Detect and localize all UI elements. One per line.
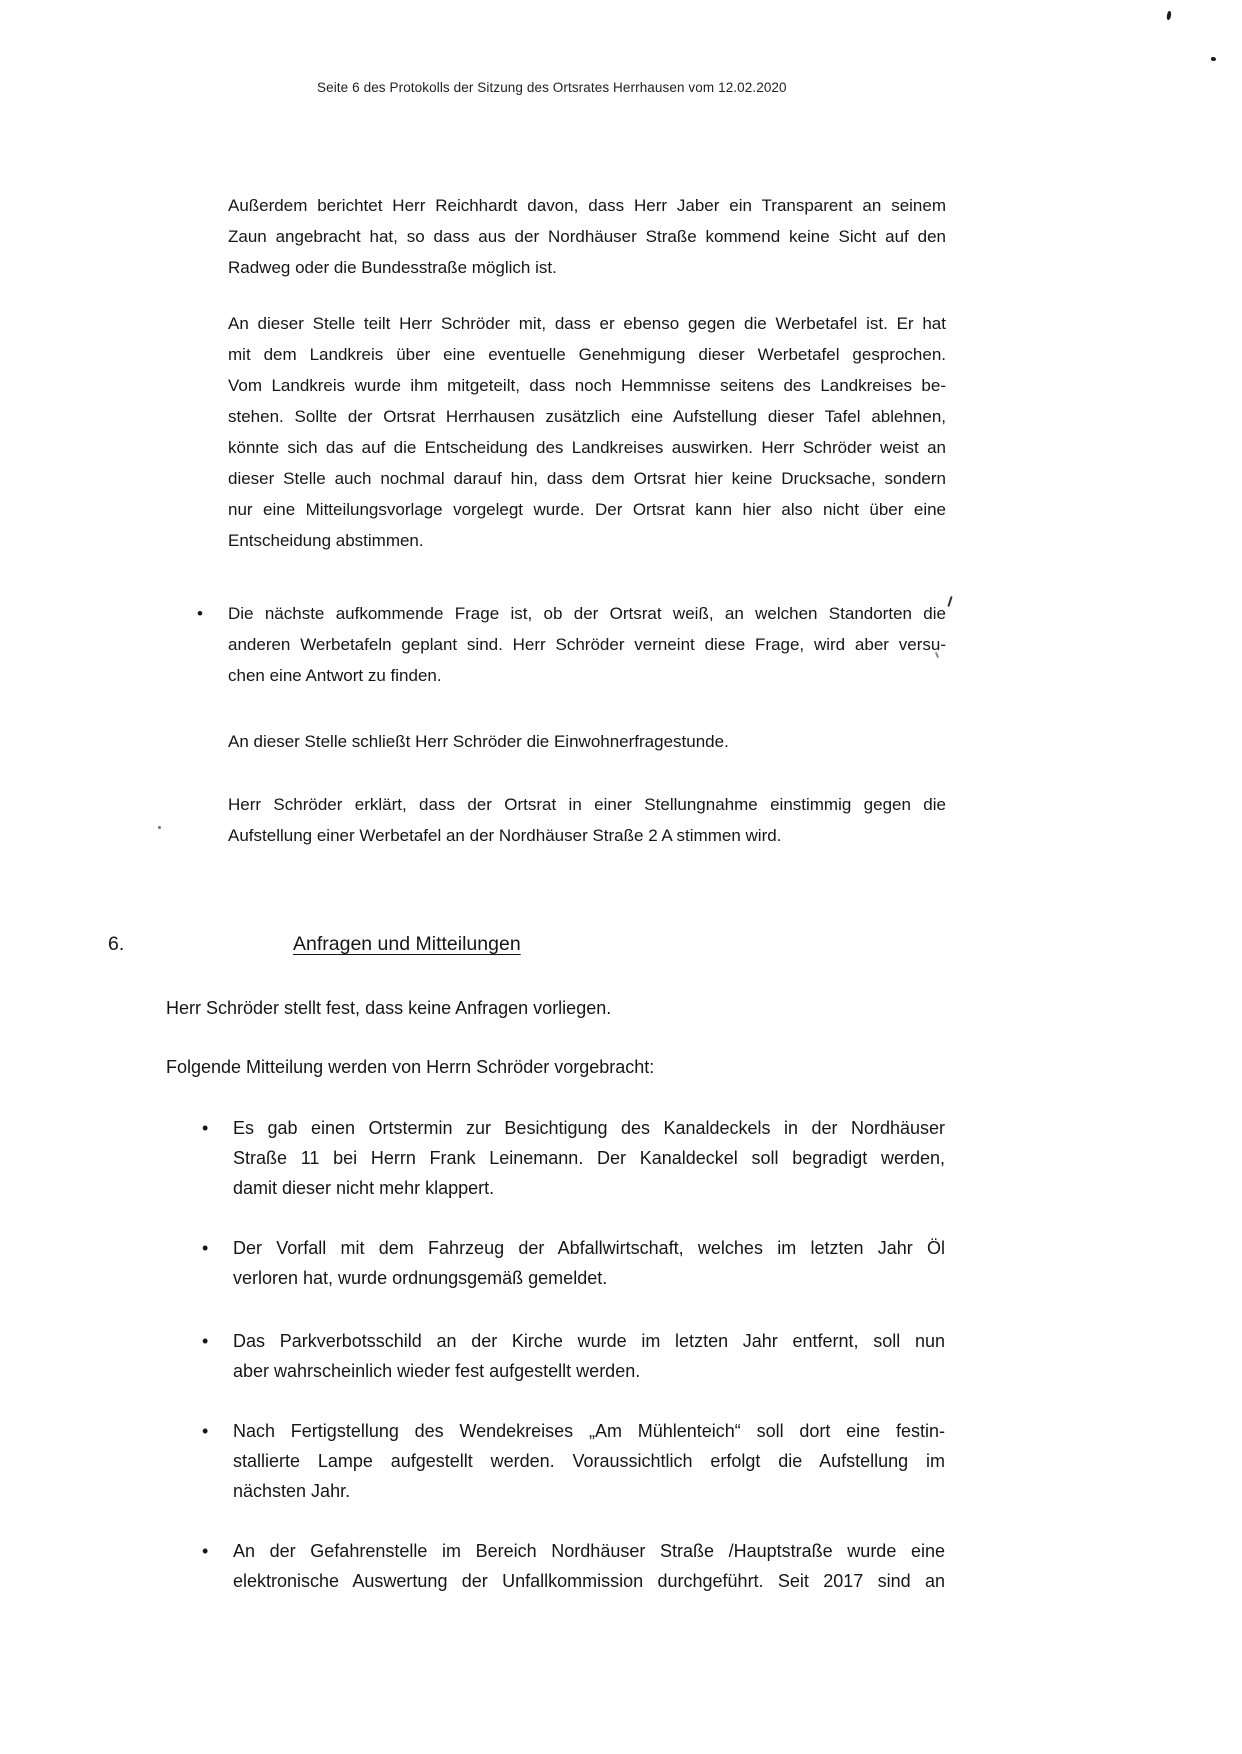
bullet-item-kanaldeckel	[202, 1113, 946, 1203]
bullet-text: Die nächste aufkommende Frage ist, ob der Ortsrat weiß, an welchen Standorten die anderen Werbetafeln geplant sind. Herr Schröder verneint diese Frage, wird aber versu- chen eine Antwort zu finden.	[228, 604, 946, 685]
bullet-icon: •	[202, 1541, 209, 1561]
bullet-item-abfallwirtschaft	[202, 1233, 946, 1293]
bullet-icon: •	[202, 1331, 209, 1351]
bullet-text: Der Vorfall mit dem Fahrzeug der Abfallwirtschaft, welches im letzten Jahr Öl verloren hat, wurde ordnungsgemäß gemeldet.	[233, 1238, 945, 1288]
paragraph-mitteilung-intro: Folgende Mitteilung werden von Herrn Schröder vorgebracht:	[166, 1057, 655, 1077]
bullet-text: Nach Fertigstellung des Wendekreises „Am Mühlenteich“ soll dort eine festin- stallierte Lampe aufgestellt werden. Voraussichtlich erfolgt die Aufstellung im nächsten Jahr.	[233, 1421, 945, 1501]
bullet-icon: •	[202, 1118, 209, 1138]
page-header: Seite 6 des Protokolls der Sitzung des Ortsrates Herrhausen vom 12.02.2020	[317, 80, 787, 95]
bullet-text: Es gab einen Ortstermin zur Besichtigung des Kanaldeckels in der Nordhäuser Straße 11 bei Herrn Frank Leinemann. Der Kanaldeckel soll begradigt werden, damit dieser nicht mehr klappert.	[233, 1118, 945, 1198]
paragraph-transparent: Außerdem berichtet Herr Reichhardt davon, dass Herr Jaber ein Transparent an seinem Zaun angebracht hat, so dass aus der Nordhäuser Straße kommend keine Sicht auf den Radweg oder die Bundesstraße möglich ist.	[228, 196, 946, 277]
paragraph-keine-anfragen: Herr Schröder stellt fest, dass keine Anfragen vorliegen.	[166, 998, 612, 1018]
bullet-item-standorte	[197, 598, 946, 691]
section-number: 6.	[108, 933, 125, 955]
scan-artifact	[1166, 11, 1172, 21]
section-title: Anfragen und Mitteilungen	[293, 933, 521, 955]
bullet-icon: •	[202, 1238, 209, 1258]
bullet-item-gefahrenstelle	[202, 1536, 946, 1596]
bullet-item-parkverbotsschild	[202, 1326, 946, 1386]
scan-artifact	[947, 596, 952, 607]
bullet-text: An der Gefahrenstelle im Bereich Nordhäuser Straße /Hauptstraße wurde eine elektronische Auswertung der Unfallkommission durchgeführt. Seit 2017 sind an	[233, 1541, 945, 1591]
bullet-icon: •	[202, 1421, 209, 1441]
bullet-item-lampe	[202, 1416, 946, 1506]
paragraph-einwohnerfragestunde-ende: An dieser Stelle schließt Herr Schröder die Einwohnerfragestunde.	[228, 732, 729, 751]
scan-artifact	[1211, 57, 1216, 61]
scan-artifact	[158, 826, 161, 829]
bullet-icon: •	[197, 604, 203, 623]
bullet-text: Das Parkverbotsschild an der Kirche wurde im letzten Jahr entfernt, soll nun aber wahrscheinlich wieder fest aufgestellt werden.	[233, 1331, 945, 1381]
paragraph-stellungnahme: Herr Schröder erklärt, dass der Ortsrat in einer Stellungnahme einstimmig gegen die Aufstellung einer Werbetafel an der Nordhäuser Straße 2 A stimmen wird.	[228, 795, 946, 845]
paragraph-werbetafel: An dieser Stelle teilt Herr Schröder mit, dass er ebenso gegen die Werbetafel ist. Er hat mit dem Landkreis über eine eventuelle Genehmigung dieser Werbetafel gesprochen. Vom Landkreis wurde ihm mitgeteilt, dass noch Hemmnisse seitens des Landkreises be- stehen. Sollte der Ortsrat Herrhausen zusätzlich eine Aufstellung dieser Tafel ablehnen, könnte sich das auf die Entscheidung des Landkreises auswirken. Herr Schröder weist an dieser Stelle auch nochmal darauf hin, dass dem Ortsrat hier keine Drucksache, sondern nur eine Mitteilungsvorlage vorgelegt wurde. Der Ortsrat kann hier also nicht über eine Entscheidung abstimmen.	[228, 314, 946, 550]
